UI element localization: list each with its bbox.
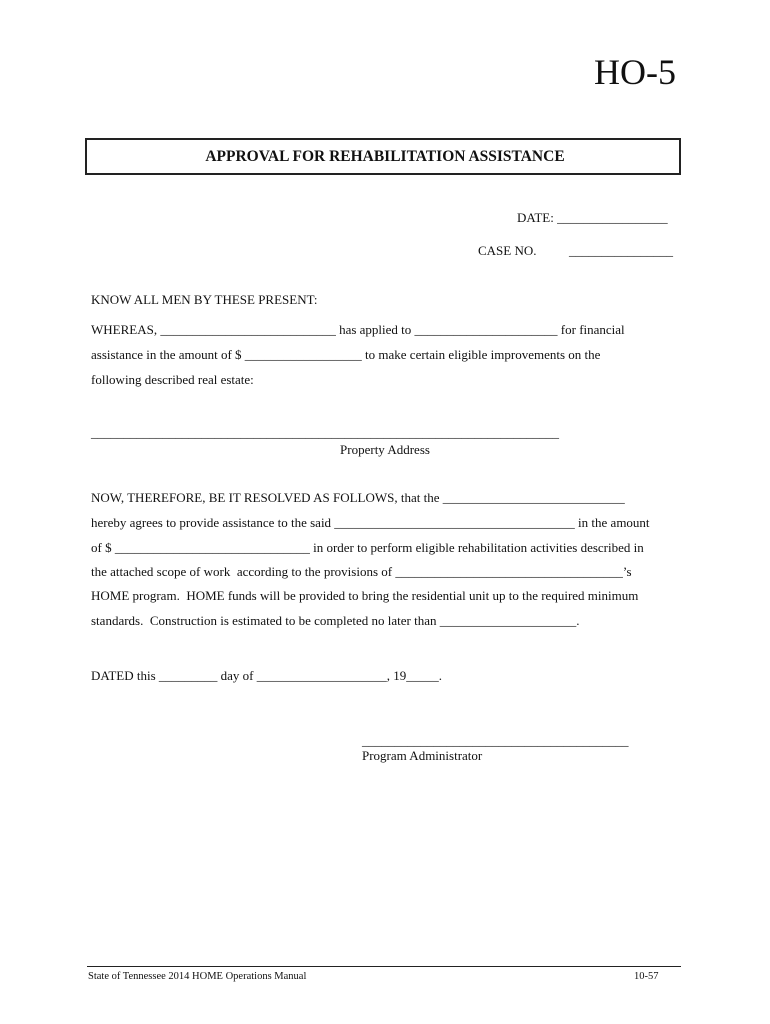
footer-divider (87, 966, 681, 967)
preamble: KNOW ALL MEN BY THESE PRESENT: (91, 292, 318, 307)
date-field: DATE: _________________ (517, 210, 668, 225)
case-number-blank: ________________ (569, 243, 673, 258)
whereas-line-1: WHEREAS, ___________________________ has applied to ______________________ for financial (91, 322, 625, 337)
footer-page-number: 10-57 (634, 971, 659, 982)
resolved-line-1: NOW, THEREFORE, BE IT RESOLVED AS FOLLOWS, that the ____________________________ (91, 490, 625, 505)
footer-manual-title: State of Tennessee 2014 HOME Operations Manual (88, 971, 307, 982)
form-code: HO-5 (594, 52, 676, 92)
case-number-label: CASE NO. (478, 243, 537, 258)
resolved-line-3: of $ ______________________________ in order to perform eligible rehabilitation activities described in (91, 540, 644, 555)
dated-line: DATED this _________ day of ____________________, 19_____. (91, 668, 442, 683)
resolved-line-4: the attached scope of work according to the provisions of ___________________________________’s (91, 564, 632, 579)
whereas-line-3: following described real estate: (91, 372, 254, 387)
resolved-line-6: standards. Construction is estimated to be completed no later than _____________________. (91, 613, 580, 628)
signature-line: _________________________________________ (362, 733, 629, 748)
property-address-blank: ________________________________________________________________________ (91, 425, 559, 440)
signature-label: Program Administrator (362, 748, 483, 763)
whereas-line-2: assistance in the amount of $ __________________ to make certain eligible improvements on the (91, 347, 601, 362)
resolved-line-2: hereby agrees to provide assistance to the said _____________________________________ in the amount (91, 515, 650, 530)
resolved-line-5: HOME program. HOME funds will be provided to bring the residential unit up to the required minimum (91, 588, 639, 603)
property-address-label: Property Address (340, 442, 430, 457)
page-title: APPROVAL FOR REHABILITATION ASSISTANCE (205, 148, 565, 165)
